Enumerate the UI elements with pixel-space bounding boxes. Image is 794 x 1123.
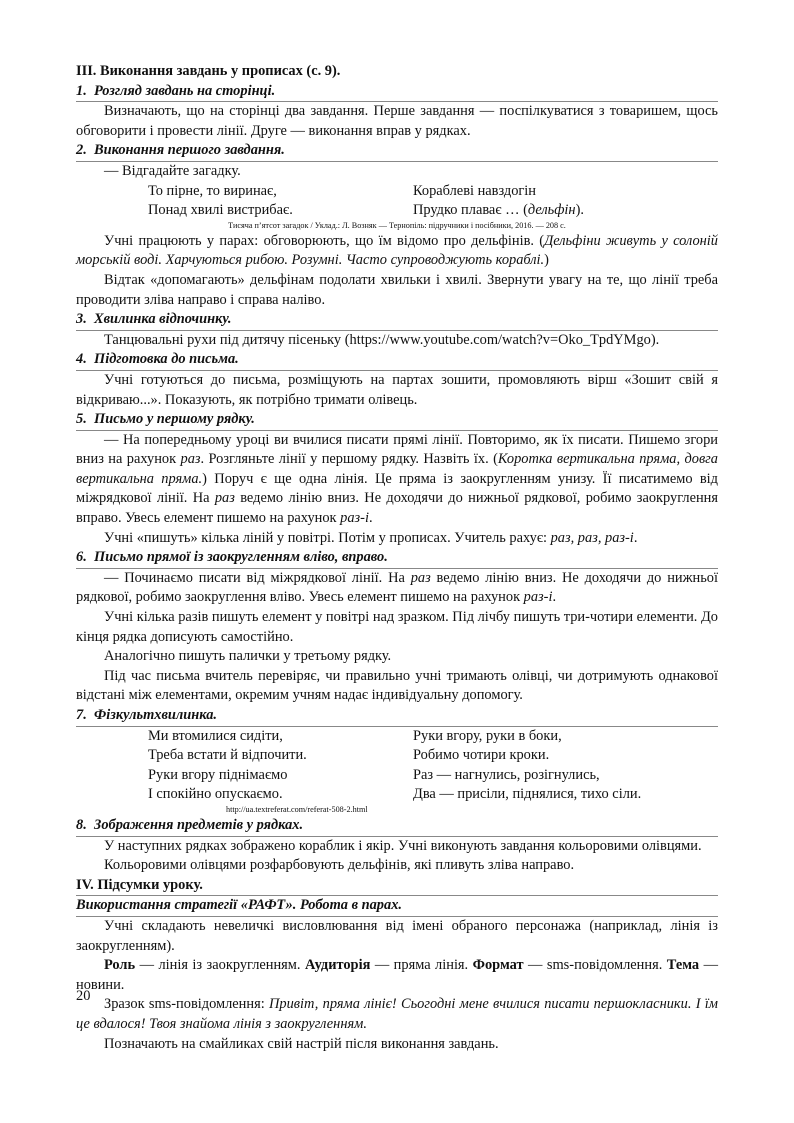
- poem-line: Руки вгору, руки в боки,: [413, 727, 562, 744]
- paragraph-6-3: Аналогічно пишуть палички у третьому рядку.: [104, 648, 392, 665]
- paragraph-8-1: У наступних рядках зображено кораблик і якір. Учні виконують завдання кольоровими олівцями.: [104, 837, 702, 854]
- page-number: 20: [76, 988, 91, 1004]
- subsection-2-title: 2. Виконання першого завдання.: [76, 141, 718, 162]
- subsection-8-title: 8. Зображення предметів у рядках.: [76, 816, 718, 837]
- section-heading-iv: IV. Підсумки уроку.: [76, 876, 718, 897]
- riddle-line: То пірне, то виринає,: [148, 182, 277, 199]
- subsection-6-title: 6. Письмо прямої із заокругленням вліво, вправо.: [76, 548, 718, 569]
- paragraph-1: Визначають, що на сторінці два завдання. Перше завдання — поспілкуватися з товаришем, щось обговорити і провести лінії. Друге — виконання вправ у рядках.: [76, 103, 718, 139]
- paragraph-2-1: Учні працюють у парах: обговорюють, що їм відомо про дельфінів. (Дельфіни живуть у солоній морській воді. Харчуються рибою. Розумні. Часто супроводжують кораблі.): [76, 232, 718, 269]
- poem-line: Ми втомилися сидіти,: [148, 727, 283, 744]
- subsection-1-title: 1. Розгляд завдань на сторінці.: [76, 82, 718, 103]
- paragraph-iv-2: Роль — лінія із заокругленням. Аудиторія — пряма лінія. Формат — sms-повідомлення. Тема — новини.: [76, 957, 718, 993]
- riddle-line: Прудко плаває … (дельфін).: [413, 202, 584, 219]
- subsection-4-title: 4. Підготовка до письма.: [76, 350, 718, 371]
- poem-line: Робимо чотири кроки.: [413, 747, 550, 764]
- paragraph-2-2: Відтак «допомагають» дельфінам подолати хвильки і хвилі. Звернути увагу на те, що лінії треба проводити зліва направо і справа наліво.: [76, 271, 718, 308]
- poem-source: http://ua.textreferat.com/referat-508-2.html: [226, 804, 368, 814]
- riddle-verse: [148, 182, 718, 221]
- exercise-poem: [148, 727, 718, 805]
- paragraph-5-1: — На попередньому уроці ви вчилися писати прямі лінії. Повторимо, як їх писати. Пишемо згори вниз на рахунок раз. Розгляньте лінії у першому рядку. Назвіть їх. (Коротка вертикальна пряма, довга вертикальна пряма.) Поруч є ще одна лінія. Це пряма із заокругленням унизу. Її писатимемо від міжрядкової лінії. На раз ведемо лінію вниз. Не доходячи до нижньої рядкової, робимо заокруглення вправо. Увесь елемент пишемо на рахунок раз-і.: [76, 431, 718, 527]
- paragraph-5-2: Учні «пишуть» кілька ліній у повітрі. Потім у прописах. Учитель рахує: раз, раз, раз-і.: [104, 529, 638, 546]
- subsection-5-title: 5. Письмо у першому рядку.: [76, 410, 718, 431]
- riddle-line: Понад хвилі вистрибає.: [148, 202, 293, 219]
- paragraph-6-1: — Починаємо писати від міжрядкової лінії. На раз ведемо лінію вниз. Не доходячи до нижньої рядкової, робимо заокруглення вліво. Увесь елемент пишемо на рахунок раз-і.: [76, 569, 718, 606]
- riddle-line: Кораблеві навздогін: [413, 182, 537, 199]
- paragraph-iv-1: Учні складають невеличкі висловлювання від імені обраного персонажа (наприклад, лінія із заокругленням).: [76, 917, 718, 954]
- poem-line: І спокійно опускаємо.: [148, 786, 283, 803]
- subsection-3-title: 3. Хвилинка відпочинку.: [76, 310, 718, 331]
- paragraph-iv-3: Зразок sms-повідомлення: Привіт, пряма лініє! Сьогодні мене вчилися писати першокласники. І їм це вдалося! Твоя знайома лінія з заокругленням.: [76, 996, 718, 1032]
- paragraph-8-2: Кольоровими олівцями розфарбовують дельфінів, які пливуть зліва направо.: [104, 857, 575, 874]
- riddle-source: Тисяча п’ятсот загадок / Уклад.: Л. Возняк — Тернопіль: підручники і посібники, 2016. — 208 с.: [228, 220, 566, 230]
- poem-line: Треба встати й відпочити.: [148, 747, 307, 764]
- paragraph-iv-4: Позначають на смайликах свій настрій після виконання завдань.: [104, 1035, 499, 1052]
- strategy-title: Використання стратегії «РАФТ». Робота в парах.: [76, 896, 718, 917]
- paragraph-4: Учні готуються до письма, розміщують на партах зошити, промовляють вірш «Зошит свій я відкриваю...». Показують, як потрібно тримати олівець.: [76, 371, 718, 408]
- poem-line: Раз — нагнулись, розігнулись,: [413, 766, 600, 783]
- subsection-7-title: 7. Фізкультхвилинка.: [76, 706, 718, 727]
- page-content: [76, 62, 718, 1054]
- section-heading-iii: III. Виконання завдань у прописах (с. 9).: [76, 63, 341, 79]
- poem-line: Два — присіли, піднялися, тихо сіли.: [413, 786, 642, 803]
- riddle-intro: — Відгадайте загадку.: [104, 162, 241, 179]
- paragraph-6-2: Учні кілька разів пишуть елемент у повітрі над зразком. Під лічбу пишуть три-чотири елементи. До кінця рядка дописують самостійно.: [76, 609, 718, 645]
- paragraph-3: Танцювальні рухи під дитячу пісеньку (https://www.youtube.com/watch?v=Oko_TpdYMgo).: [104, 331, 660, 348]
- paragraph-6-4: Під час письма вчитель перевіряє, чи правильно учні тримають олівці, чи дотримують однакової відстані між елементами, окремим учням надає індивідуальну допомогу.: [76, 667, 718, 704]
- poem-line: Руки вгору піднімаємо: [148, 766, 288, 783]
